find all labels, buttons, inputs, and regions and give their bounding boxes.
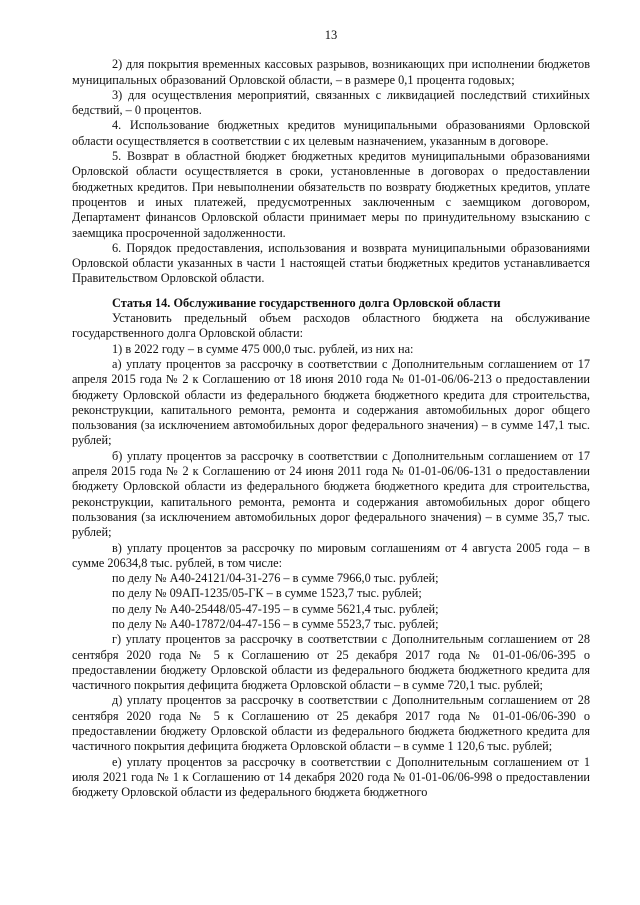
case-item: по делу № А40-24121/04-31-276 – в сумме 7966,0 тыс. рублей; bbox=[112, 571, 439, 586]
document-page bbox=[72, 28, 590, 801]
paragraph: д) уплату процентов за рассрочку в соответствии с Дополнительным соглашением от 28 сентября 2020 года № 5 к Соглашению от 25 декабря 2017 года № 01-01-06/06-390 о предоставлении бюджету Орловской области из федерального бюджета бюджетного кредита для частичного покрытия дефицита бюджета Орловской области – в сумме 1 120,6 тыс. рублей; bbox=[72, 693, 590, 754]
paragraph: а) уплату процентов за рассрочку в соответствии с Дополнительным соглашением от 17 апреля 2015 года № 2 к Соглашению от 18 июня 2010 года № 01-01-06/06-213 о предоставлении бюджету Орловской области из федерального бюджета бюджетного кредита для строительства, реконструкции, капитального ремонта, ремонта и содержания автомобильных дорог общего пользования (за исключением автомобильных дорог федерального значения) – в сумме 147,1 тыс. рублей; bbox=[72, 356, 590, 448]
paragraph: г) уплату процентов за рассрочку в соответствии с Дополнительным соглашением от 28 сентября 2020 года № 5 к Соглашению от 25 декабря 2017 года № 01-01-06/06-395 о предоставлении бюджету Орловской области из федерального бюджета бюджетного кредита для частичного покрытия дефицита бюджета Орловской области – в сумме 720,1 тыс. рублей; bbox=[72, 632, 590, 693]
paragraph: е) уплату процентов за рассрочку в соответствии с Дополнительным соглашением от 1 июля 2021 года № 1 к Соглашению от 14 декабря 2020 года № 01-01-06/06-998 о предоставлении бюджету Орловской области из федерального бюджета бюджетного bbox=[72, 754, 590, 800]
page-number: 13 bbox=[324, 28, 338, 42]
paragraph: 2) для покрытия временных кассовых разрывов, возникающих при исполнении бюджетов муниципальных образований Орловской области, – в размере 0,1 процента годовых; bbox=[72, 57, 590, 87]
paragraph: 6. Порядок предоставления, использования и возврата муниципальными образованиями Орловской области указанных в части 1 настоящей статьи бюджетных кредитов устанавливается Правительством Орловской области. bbox=[72, 240, 590, 286]
paragraph: 5. Возврат в областной бюджет бюджетных кредитов муниципальными образованиями Орловской области осуществляется в сроки, установленные в договорах о предоставлении бюджетных кредитов. При невыполнении обязательств по возврату бюджетных кредитов, уплате процентов и иных платежей, предусмотренных заключенным с заемщиком договором, Департамент финансов Орловской области принимает меры по принудительному взысканию с заемщика просроченной задолженности. bbox=[72, 149, 590, 240]
paragraph: в) уплату процентов за рассрочку по мировым соглашениям от 4 августа 2005 года – в сумме 20634,8 тыс. рублей, в том числе: bbox=[72, 540, 590, 570]
paragraph: Установить предельный объем расходов областного бюджета на обслуживание государственного долга Орловской области: bbox=[72, 311, 590, 341]
paragraph: 3) для осуществления мероприятий, связанных с ликвидацией последствий стихийных бедствий, – 0 процентов. bbox=[72, 87, 590, 118]
section-after bbox=[72, 311, 590, 801]
article-heading: Статья 14. Обслуживание государственного долга Орловской области bbox=[112, 295, 501, 310]
case-item: по делу № 09АП-1235/05-ГК – в сумме 1523,7 тыс. рублей; bbox=[112, 586, 422, 601]
paragraph: 1) в 2022 году – в сумме 475 000,0 тыс. рублей, из них на: bbox=[112, 341, 414, 356]
case-item: по делу № А40-25448/05-47-195 – в сумме 5621,4 тыс. рублей; bbox=[112, 601, 439, 616]
paragraph: б) уплату процентов за рассрочку в соответствии с Дополнительным соглашением от 17 апреля 2015 года № 2 к Соглашению от 24 июня 2011 года № 01-01-06/06-131 о предоставлении бюджету Орловской области из федерального бюджета бюджетного кредита для строительства, реконструкции, капитального ремонта, ремонта и содержания автомобильных дорог общего пользования (за исключением автомобильных дорог федерального значения) – в сумме 35,7 тыс. рублей; bbox=[72, 448, 590, 540]
paragraph: 4. Использование бюджетных кредитов муниципальными образованиями Орловской области осуществляется в соответствии с их целевым назначением, указанным в договоре. bbox=[72, 118, 590, 148]
section-before bbox=[72, 57, 590, 286]
case-item: по делу № А40-17872/04-47-156 – в сумме 5523,7 тыс. рублей; bbox=[112, 616, 439, 631]
